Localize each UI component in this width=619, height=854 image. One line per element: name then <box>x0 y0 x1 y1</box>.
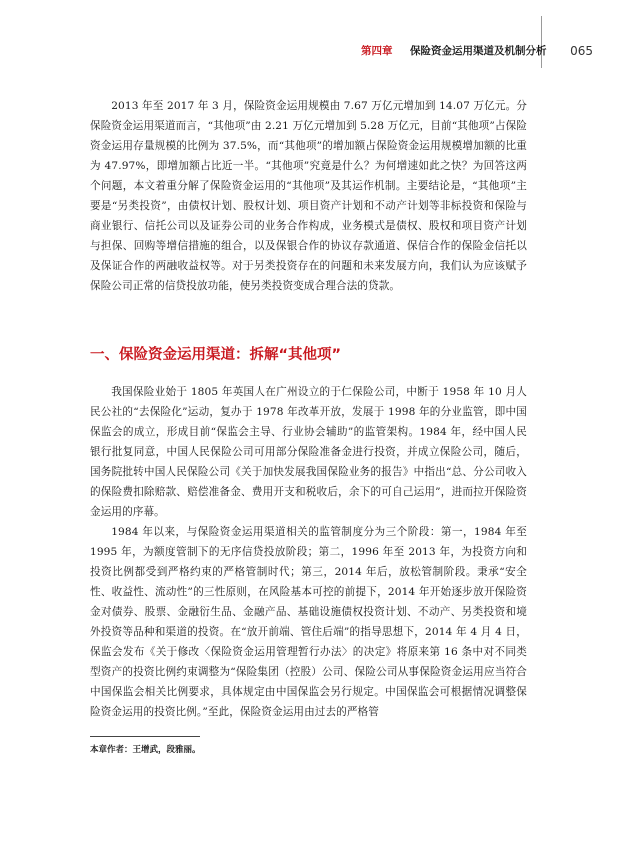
footnote-authors: 本章作者：王增武，段雅丽。 <box>90 745 201 755</box>
chapter-title: 保险资金运用渠道及机制分析 <box>410 45 547 57</box>
section-paragraph-2: 1984 年以来，与保险资金运用渠道相关的监管制度分为三个阶段：第一，1984 年至 1995 年，为额度管制下的无序信贷投放阶段；第二，1996 年至 2013 年，为投资方向和投资比例都受到严格约束的严格管制时代；第三，2014 年后，放松管制阶段。秉承“安全性、收益性、流动性”的三性原则，在风险基本可控的前提下，2014 年开始逐步放开保险资金对债券、股票、金融衍生品、金融产品、基础设施债权投资计划、不动产、另类投资和境外投资等品种和渠道的投资。在“放开前端、管住后端”的指导思想下，2014 年 4 月 4 日，保监会发布《关于修改〈保险资金运用管理暂行办法〉的决定》将原来第 16 条中对不同类型资产的投资比例约束调整为“保险集团（控股）公司、保险公司从事保险资金运用应当符合中国保监会相关比例要求，具体规定由中国保监会另行规定。中国保监会可根据情况调整保险资金运用的投资比例。”至此，保险资金运用由过去的严格管 <box>90 526 527 718</box>
section-heading: 一、保险资金运用渠道：拆解“其他项” <box>90 347 342 363</box>
header-divider-line <box>541 16 542 68</box>
intro-paragraph: 2013 年至 2017 年 3 月，保险资金运用规模由 7.67 万亿元增加到 14.07 万亿元。分保险资金运用渠道而言，“其他项”由 2.21 万亿元增加到 5.28 万亿元，目前“其他项”占保险资金运用存量规模的比例为 37.5%，而“其他项”的增加额占保险资金运用规模增加额的比重为 47.97%，即增加额占比近一半。“其他项”究竟是什么？为何增速如此之快？为回答这两个问题，本文着重分解了保险资金运用的“其他项”及其运作机制。主要结论是，“其他项”主要是“另类投资”，由债权计划、股权计划、项目资产计划和不动产计划等非标投资和保险与商业银行、信托公司以及证券公司的业务合作构成，业务模式是债权、股权和项目资产计划与担保、回购等增信措施的组合，以及保银合作的协议存款通道、保信合作的保险金信托以及保证合作的两融收益权等。对于另类投资存在的问题和未来发展方向，我们认为应该赋予保险公司正常的信贷投放功能，使另类投资变成合理合法的贷款。 <box>90 100 527 292</box>
section-paragraph-1: 我国保险业始于 1805 年英国人在广州设立的于仁保险公司，中断于 1958 年 10 月人民公社的“去保险化”运动，复办于 1978 年改革开放，发展于 1998 年的分业监管，即中国保监会的成立，形成目前“保监会主导、行业协会辅助”的监管架构。1984 年，经中国人民银行批复同意，中国人民保险公司可用部分保险准备金进行投资，并成立保险公司，随后，国务院批转中国人民保险公司《关于加快发展我国保险业务的报告》中指出“总、分公司收入的保险费扣除赔款、赔偿准备金、费用开支和税收后，余下的可自己运用”，进而拉开保险资金运用的序幕。 <box>90 386 527 518</box>
page-body <box>90 96 527 757</box>
running-header <box>300 43 593 59</box>
footnote-divider <box>90 736 200 737</box>
chapter-label: 第四章 <box>361 45 393 57</box>
page-number: 065 <box>570 44 593 58</box>
